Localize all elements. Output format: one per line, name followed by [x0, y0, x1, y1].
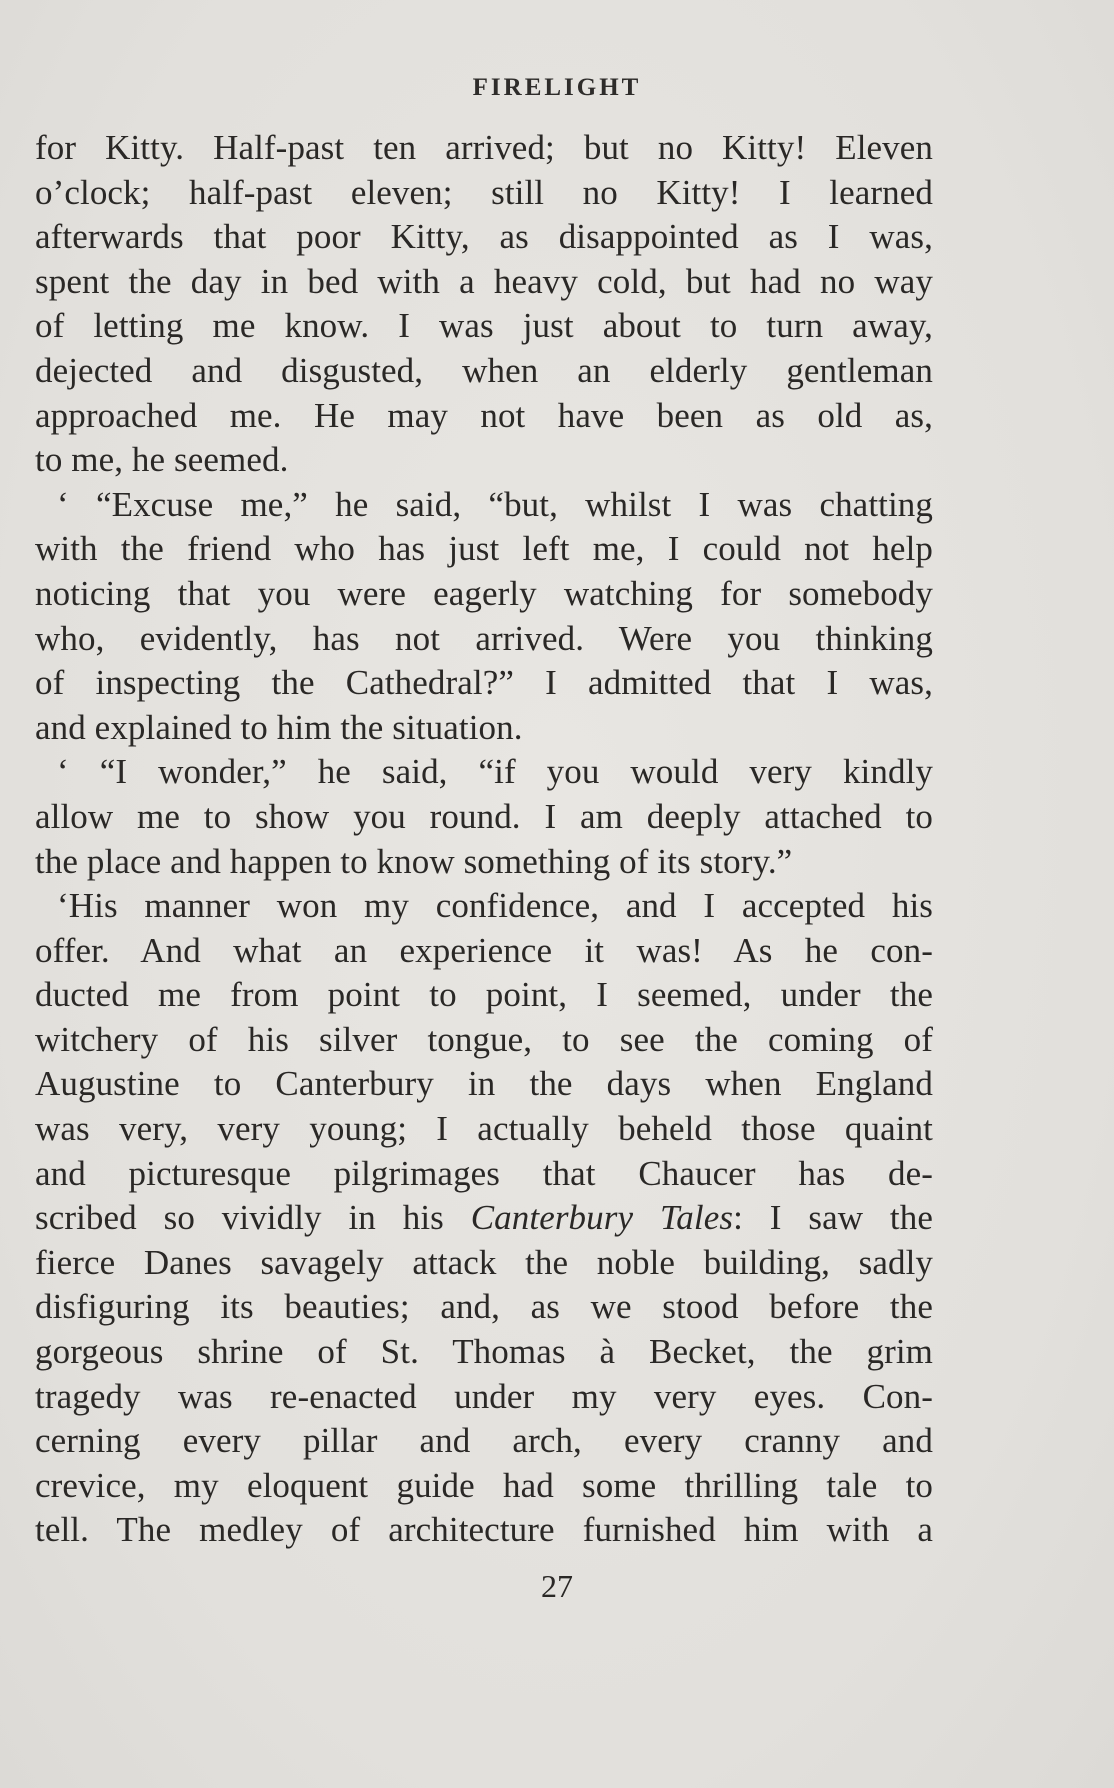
text-line: ducted me from point to point, I seemed, under the — [35, 975, 933, 1015]
text-line: for Kitty. Half-past ten arrived; but no Kitty! Eleven — [35, 128, 933, 167]
text-line: offer. And what an experience it was! As he con- — [35, 930, 933, 970]
text-line: afterwards that poor Kitty, as disappointed as I was, — [35, 217, 933, 257]
text-line: to me, he seemed. — [35, 440, 289, 480]
text-line: o’clock; half-past eleven; still no Kitty! I learned — [35, 172, 933, 212]
page-number: 27 — [541, 1568, 573, 1604]
text-line: Augustine to Canterbury in the days when England — [35, 1064, 933, 1104]
running-head: FIRELIGHT — [472, 74, 642, 101]
body-text — [35, 126, 933, 1553]
text-line: dejected and disgusted, when an elderly gentleman — [35, 350, 933, 390]
text-line: disfiguring its beauties; and, as we stood before the — [35, 1287, 933, 1327]
text-line: crevice, my eloquent guide had some thrilling tale to — [35, 1465, 933, 1505]
text-line: allow me to show you round. I am deeply attached to — [35, 796, 933, 836]
text-line: approached me. He may not have been as old as, — [35, 395, 933, 435]
text-line: tell. The medley of architecture furnished him with a — [35, 1510, 933, 1550]
text-segment: : I saw the — [733, 1198, 933, 1238]
text-line: the place and happen to know something of its story.” — [35, 841, 793, 881]
text-line: cerning every pillar and arch, every cranny and — [35, 1421, 933, 1461]
text-line: gorgeous shrine of St. Thomas à Becket, the grim — [35, 1332, 933, 1372]
text-line: and explained to him the situation. — [35, 707, 523, 747]
text-line: who, evidently, has not arrived. Were you thinking — [35, 618, 933, 658]
text-line: witchery of his silver tongue, to see the coming of — [35, 1019, 933, 1059]
text-line: with the friend who has just left me, I could not help — [35, 529, 933, 569]
text-line: ‘ “Excuse me,” he said, “but, whilst I was chatting — [57, 484, 933, 524]
text-segment: scribed so vividly in his — [35, 1198, 444, 1238]
text-line-with-title — [35, 1196, 933, 1241]
text-line: noticing that you were eagerly watching for somebody — [35, 573, 933, 613]
text-line: ‘His manner won my confidence, and I accepted his — [57, 886, 933, 926]
text-line: of letting me know. I was just about to turn away, — [35, 306, 933, 346]
text-line: of inspecting the Cathedral?” I admitted that I was, — [35, 663, 933, 703]
text-line: fierce Danes savagely attack the noble building, sadly — [35, 1242, 933, 1282]
text-line: and picturesque pilgrimages that Chaucer has de- — [35, 1153, 933, 1193]
text-line: tragedy was re-enacted under my very eyes. Con- — [35, 1376, 933, 1416]
text-line: was very, very young; I actually beheld those quaint — [35, 1109, 933, 1149]
text-line: spent the day in bed with a heavy cold, but had no way — [35, 261, 933, 301]
book-title: Canterbury Tales — [470, 1198, 734, 1238]
text-line: ‘ “I wonder,” he said, “if you would very kindly — [57, 752, 933, 792]
